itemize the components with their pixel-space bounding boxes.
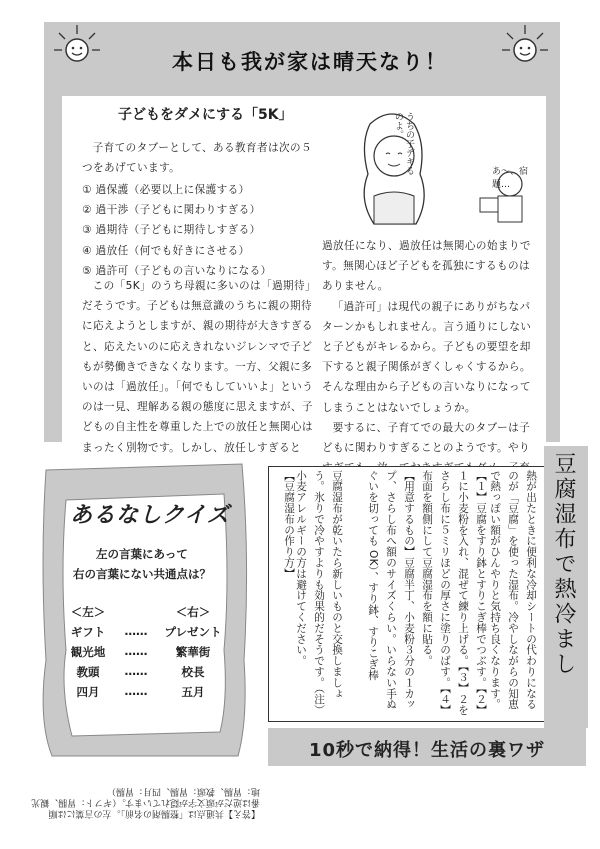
quiz-answer-line: 地：胃腸、教頭：胃腸、四月：胃腸）	[106, 786, 260, 796]
kid-speech-bubble: あ〜、宿題…	[492, 167, 529, 190]
quiz-right-word: 繁華街	[175, 645, 211, 659]
quiz-right-word: プレゼント	[164, 625, 222, 639]
quiz-left-word: 教頭	[76, 665, 100, 679]
quiz-row	[62, 624, 232, 640]
list-item: ③ 過期待（子どもに期待しすぎる）	[82, 224, 261, 237]
quiz-right-word: 校長	[181, 665, 205, 679]
quiz-dots: ……	[124, 644, 148, 658]
article-intro: 子育てのタブーとして、ある教育者は次の５つをあげています。	[82, 142, 312, 175]
quiz-answer-line: 番は逆だが頭文字が隠れています。（ギフト：胃腸、観光	[31, 797, 260, 807]
list-item: ① 過保護（必要以上に保護する）	[82, 184, 250, 196]
quiz-row	[62, 684, 232, 700]
quiz-left-word: ギフト	[70, 625, 106, 639]
sun-left-icon	[52, 22, 102, 72]
paragraph: 要するに、子育てでの最大のタブーは子どもに関わりすぎることのようです。やり	[322, 421, 531, 455]
list-item: ⑤ 過許可（子どもの言いなりになる）	[82, 264, 272, 277]
quiz-header	[62, 604, 232, 620]
quiz-question-line1: 左の言葉にあって	[96, 547, 188, 561]
article-title: 子どもをダメにする「5K」	[118, 107, 293, 123]
tofu-column: 【用意するもの】豆腐半丁、小麦粉３分の１カップ、さらし布へ額のサイズくらい。いらない手ぬぐいを切っても OK）、すり鉢、すりこぎ棒	[367, 470, 415, 710]
quiz-dots: ……	[124, 624, 148, 638]
list-item: ② 過干渉（子どもに関わりすぎる）	[82, 204, 261, 217]
quiz-answer-line: 【答え】共通点は「整腸剤の名前」。左の言葉には順	[48, 808, 260, 818]
tofu-column: 熱が出たときに便利な冷却シートの代わりになるのが「豆腐」を使った湿布。冷やしながらの知恵で熱っぽい額がひんやりと気持ち良くなります。	[489, 470, 537, 710]
quiz-dots: ……	[124, 684, 148, 698]
quiz-header-left: ＜左＞	[70, 605, 106, 619]
tofu-column: 【豆腐湿布の作り方】	[283, 470, 295, 579]
quiz-header-right: ＜右＞	[175, 605, 211, 619]
footer-title: 10秒で納得！生活の裏ワザ	[308, 740, 546, 761]
tofu-column: 【１】豆腐をすり鉢とすりこぎ棒でつぶす。【２】１に小麦粉を入れ、混ぜて練り上げる。【３】２をさらし布に５ミリほどの厚さに塗りのばす。【４】布面を額側にして豆腐湿布を額に貼る。	[421, 470, 487, 716]
sun-right-icon	[500, 22, 550, 72]
banner-title: 本日も我が家は晴天なり！	[172, 50, 448, 74]
paragraph: 「過許可」は現代の親子にありがちなパターンかもしれません。言う通りにしないと子どもがキレるから。子どもの要望を却下すると親子関係がぎくしゃくするから。そんな理由から子どもの言いなりになってしまうことはないでしょうか。	[322, 300, 532, 414]
mom-speech-bubble: うちの子デキるのよ。	[393, 112, 414, 175]
paragraph: 過放任になり、過放任は無関心の始まりです。無関心ほど子どもを孤独にするものはありません。	[322, 240, 531, 293]
article-paragraph-left: この「5K」のうち母親に多いのは「過期待」だそうです。子どもは無意識のうちに親の期待に応えようとしますが、親の期待が大きすぎると、応えたいのに応えきれないジレンマで子どもが勢働きできなくなります。一方、父親に多いのは「過放任」。「何でもしていいよ」というのは一見、理解ある親の態度に思えますが、子どもの自主性を尊重した上での放任と無関心はまったく別物です。しかし、放任しすぎると	[82, 280, 316, 454]
quiz-right-word: 五月	[181, 685, 205, 699]
article-paragraph-right	[322, 236, 536, 499]
quiz-title: あるなしクイズ	[70, 503, 230, 528]
quiz-dots: ……	[124, 664, 148, 678]
quiz-row	[62, 644, 232, 660]
taboo-list	[82, 180, 318, 281]
quiz-answer	[28, 768, 260, 818]
quiz-left-word: 四月	[76, 685, 100, 699]
tofu-column: 豆腐湿布が乾いたら新しいものと交換しましょう。氷りで冷やすよりも効果的だそうです。（注）小麦アレルギーの方は避けてください。	[295, 470, 343, 716]
list-item: ④ 過放任（何でも好きにさせる）	[82, 244, 250, 257]
quiz-question-line2: 右の言葉にない共通点は？	[73, 567, 211, 581]
quiz-left-word: 観光地	[70, 645, 106, 659]
quiz-row	[62, 664, 232, 680]
tofu-title: 豆腐湿布で熱冷まし	[551, 452, 576, 677]
